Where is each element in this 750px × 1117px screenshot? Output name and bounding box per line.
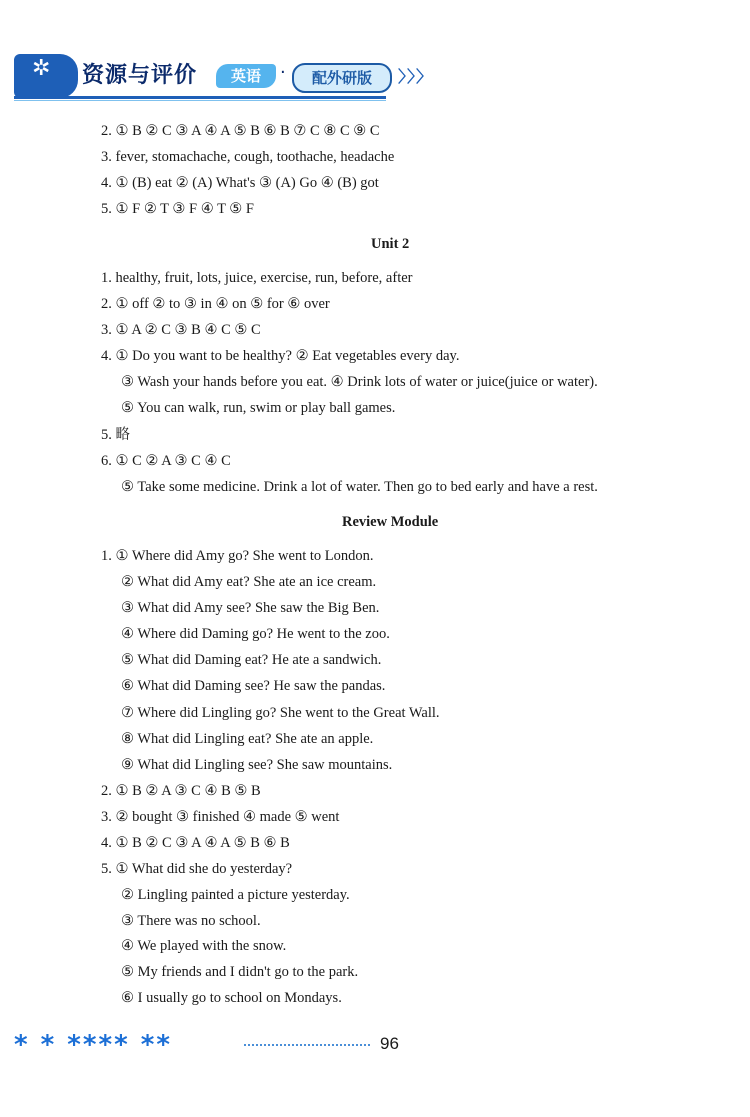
answer-line: 4. ① B ② C ③ A ④ A ⑤ B ⑥ B (101, 835, 290, 851)
answer-line: ⑥ I usually go to school on Mondays. (121, 990, 342, 1006)
answer-line: ④ We played with the snow. (121, 938, 287, 954)
answer-line: 1. healthy, fruit, lots, juice, exercise, run, before, after (101, 270, 413, 286)
section-heading-unit-2: Unit 2 (371, 236, 410, 252)
answer-line: ⑨ What did Lingling see? She saw mountains. (121, 757, 393, 773)
answer-line: 5. 略 (101, 427, 130, 443)
answer-line: 2. ① B ② A ③ C ④ B ⑤ B (101, 783, 261, 799)
answer-line: ⑧ What did Lingling eat? She ate an apple. (121, 731, 374, 747)
publisher-badge (14, 54, 78, 98)
answer-line: ⑤ What did Daming eat? He ate a sandwich. (121, 652, 382, 668)
answer-line: 6. ① C ② A ③ C ④ C (101, 453, 231, 469)
answer-line: ③ Wash your hands before you eat. ④ Drink lots of water or juice(juice or water). (121, 374, 598, 390)
section-heading-review-module: Review Module (342, 514, 439, 530)
answer-line: 3. ① A ② C ③ B ④ C ⑤ C (101, 322, 261, 338)
header-rule (14, 96, 386, 99)
answer-line: 4. ① (B) eat ② (A) What's ③ (A) Go ④ (B) got (101, 175, 379, 191)
star-icon: ✲ (32, 56, 51, 81)
footer-dotted-rule (244, 1044, 370, 1046)
answer-line: ③ There was no school. (121, 913, 261, 929)
star-decoration-icon: * * **** ** (14, 1030, 172, 1060)
page-number: 96 (380, 1034, 399, 1053)
page-header (14, 52, 434, 102)
answer-line: 1. ① Where did Amy go? She went to London. (101, 548, 374, 564)
edition-label: 配外研版 (292, 63, 392, 93)
answer-line: ⑤ You can walk, run, swim or play ball games. (121, 400, 396, 416)
answer-line: 4. ① Do you want to be healthy? ② Eat vegetables every day. (101, 348, 460, 364)
answer-line: 3. fever, stomachache, cough, toothache, headache (101, 149, 395, 165)
answer-line: 3. ② bought ③ finished ④ made ⑤ went (101, 809, 340, 825)
answer-line: ③ What did Amy see? She saw the Big Ben. (121, 600, 380, 616)
title-separator: · (280, 62, 286, 83)
subject-label: 英语 (216, 64, 276, 88)
book-title: 资源与评价 (82, 63, 198, 88)
answer-line: ⑤ Take some medicine. Drink a lot of water. Then go to bed early and have a rest. (121, 479, 598, 495)
answer-line: 2. ① off ② to ③ in ④ on ⑤ for ⑥ over (101, 296, 330, 312)
answer-line: ② Lingling painted a picture yesterday. (121, 887, 350, 903)
answer-line: 5. ① What did she do yesterday? (101, 861, 293, 877)
answer-line: ⑤ My friends and I didn't go to the park. (121, 964, 359, 980)
answer-line: 2. ① B ② C ③ A ④ A ⑤ B ⑥ B ⑦ C ⑧ C ⑨ C (101, 123, 380, 139)
answer-line: 5. ① F ② T ③ F ④ T ⑤ F (101, 201, 254, 217)
header-rule-light (14, 100, 386, 101)
answer-line: ② What did Amy eat? She ate an ice cream. (121, 574, 377, 590)
chevron-right-icon: 〉〉〉 (398, 67, 434, 86)
answer-line: ④ Where did Daming go? He went to the zoo. (121, 626, 390, 642)
answer-line: ⑦ Where did Lingling go? She went to the Great Wall. (121, 705, 440, 721)
answer-line: ⑥ What did Daming see? He saw the pandas. (121, 678, 386, 694)
